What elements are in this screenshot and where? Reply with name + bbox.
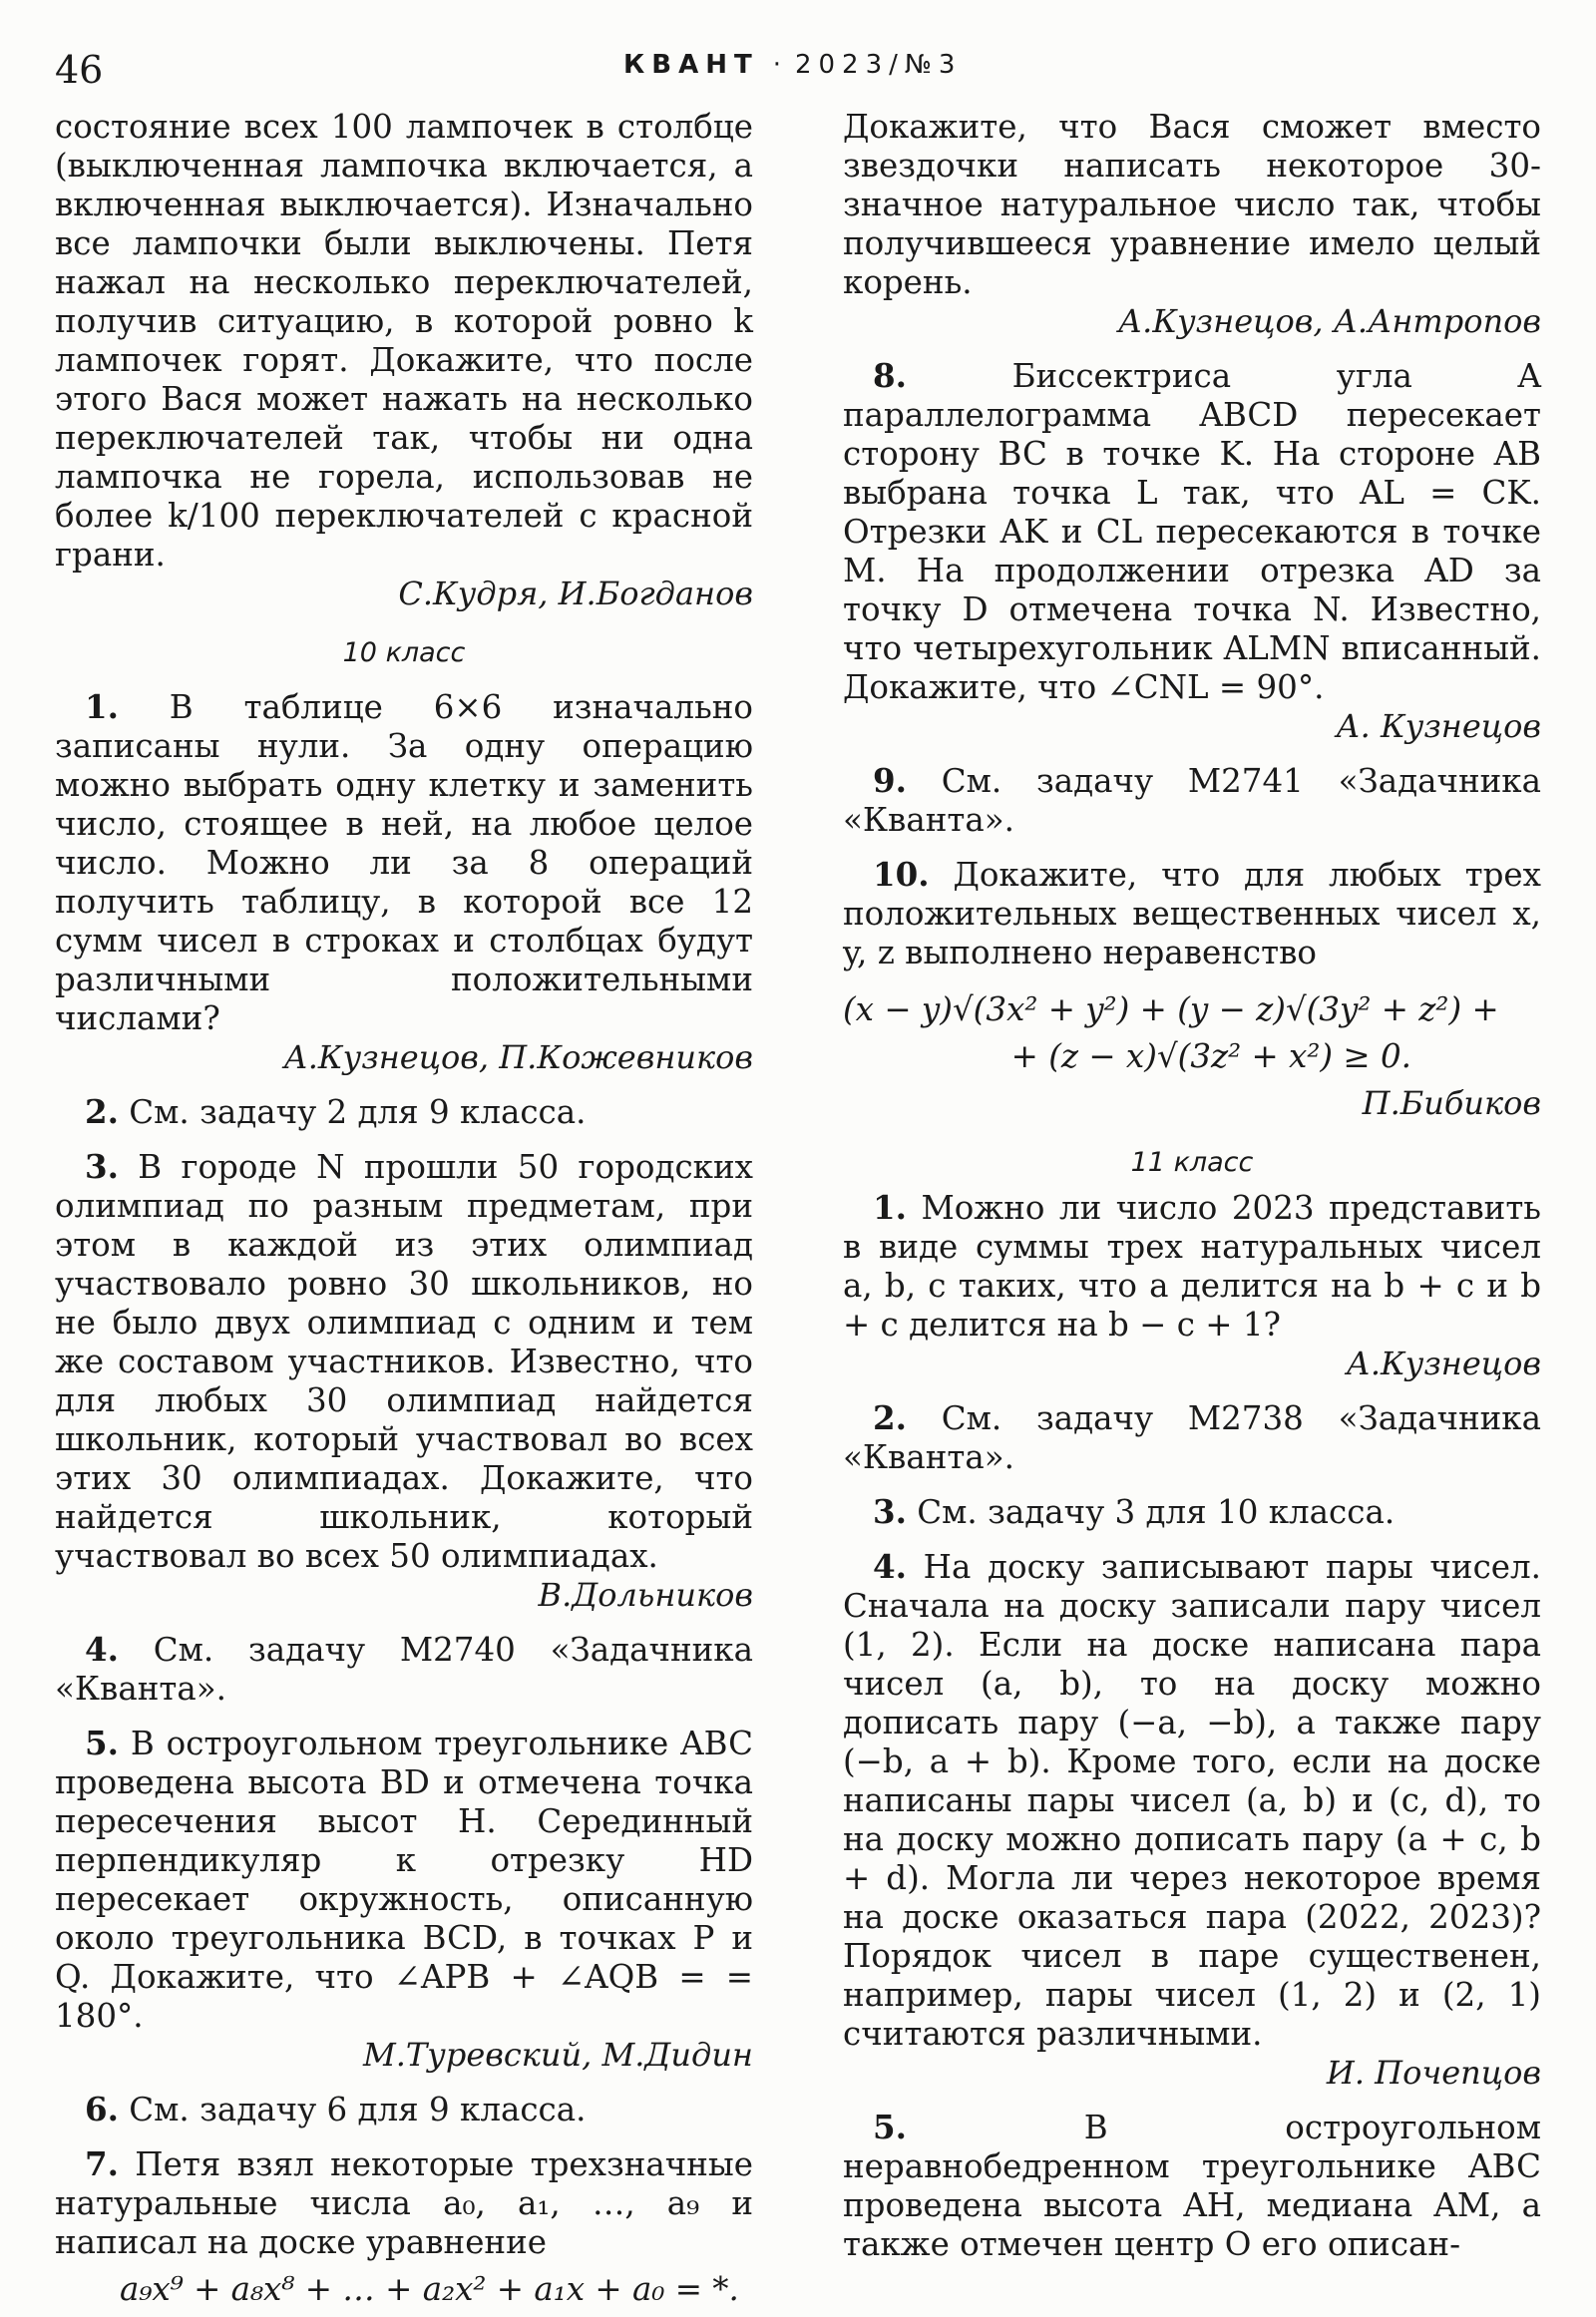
problem-number: 8. — [873, 356, 907, 395]
problem-text: В городе N прошли 50 городских олимпиад по разным предметам, при этом в каждой из этих олимпиад участвовало ровно 30 школьников, но не было двух олимпиад с одним и тем же составом участников. Известно, что для любых 30 олимпиад найдется школьник, который участвовал во всех этих 30 олимпиадах. Докажите, что найдется школьник, который участвовал во всех 50 олимпиадах. — [55, 1148, 753, 1575]
problem-author: А.Кузнецов, А.Антропов — [1117, 302, 1541, 340]
problem-list-11 — [843, 1188, 1541, 2264]
running-head — [623, 50, 962, 80]
class-heading-11: 11 класс — [1130, 1147, 1254, 1178]
problem-number: 1. — [873, 1188, 907, 1227]
problem-number: 9. — [873, 761, 907, 800]
problem-text: См. задачу М2741 «Задачника «Кванта». — [843, 762, 1541, 839]
header-separator: · — [772, 50, 781, 80]
page-number: 46 — [55, 48, 104, 92]
problem-item — [843, 2108, 1541, 2264]
continuation-text: Докажите, что Вася сможет вместо звездочки написать некоторое 30-значное натуральное число так, чтобы получившееся уравнение имело целый корень. — [843, 108, 1541, 301]
problem-item — [55, 1630, 753, 1709]
left-column — [55, 108, 753, 2317]
problem-text: Биссектриса угла A параллелограмма ABCD пересекает сторону BC в точке K. На стороне AB выбрана точка L так, что AL = CK. Отрезки AK и CL пересекаются в точке M. На продолжении отрезка AD за точку D отмечена точка N. Известно, что четырехугольник ALMN вписанный. Докажите, что ∠CNL = 90°. — [843, 357, 1541, 706]
problem-number: 2. — [873, 1398, 907, 1437]
problem-author: А.Кузнецов — [1346, 1345, 1541, 1382]
issue-number: 2023/№3 — [794, 50, 963, 80]
problem-item — [55, 687, 753, 1038]
problem-author: А. Кузнецов — [1336, 707, 1541, 745]
problem-text: Петя взял некоторые трехзначные натуральные числа a₀, a₁, …, a₉ и написал на доске уравнение — [55, 2145, 753, 2261]
right-column — [843, 108, 1541, 2264]
continuation-text: состояние всех 100 лампочек в столбце (выключенная лампочка включается, а включенная выключается). Изначально все лампочки были выключены. Петя нажал на несколько переключателей, получив ситуацию, в которой ровно k лампочек горят. Докажите, что после этого Вася может нажать на несколько переключателей так, чтобы ни одна лампочка не горела, использовав не более k/100 переключателей с красной грани. — [55, 108, 753, 574]
problem-number: 3. — [873, 1492, 907, 1531]
problem-text: В остроугольном треугольнике ABC проведена высота BD и отмечена точка пересечения высот H. Серединный перпендикуляр к отрезку HD пересекает окружность, описанную около треугольника BCD, в точках P и Q. Докажите, что ∠APB + ∠AQB = = 180°. — [55, 1725, 753, 2035]
problem-author: В.Дольников — [538, 1576, 753, 1614]
problem-item — [843, 1188, 1541, 1345]
problem-text: См. задачу 2 для 9 класса. — [129, 1093, 587, 1131]
problem-author: М.Туревский, М.Дидин — [362, 2036, 753, 2074]
problem-number: 4. — [85, 1630, 119, 1669]
page-header — [55, 48, 1541, 98]
problem-text: На доску записывают пары чисел. Сначала на доску записали пару чисел (1, 2). Если на доске написана пара чисел (a, b), то на доску можно дописать пару (−a, −b), а также пару (−b, a + b). Кроме того, если на доске написаны пары чисел (a, b) и (c, d), то на доску можно дописать пару (a + c, b + d). Могла ли через некоторое время на доске оказаться пара (2022, 2023)? Порядок чисел в паре существенен, например, пары чисел (1, 2) и (2, 1) считаются различными. — [843, 1548, 1541, 2053]
problem-item — [843, 1492, 1541, 1532]
problem-text: Докажите, что для любых трех положительных вещественных чисел x, y, z выполнено неравенство — [843, 856, 1541, 971]
problem-text: См. задачу 3 для 10 класса. — [917, 1493, 1396, 1531]
problem-item — [843, 855, 1541, 972]
problem-item — [843, 1547, 1541, 2054]
problem-author: П.Бибиков — [1362, 1084, 1541, 1122]
problem-author: И. Почепцов — [1326, 2054, 1541, 2092]
problem-item — [55, 1092, 753, 1132]
problem-number: 10. — [873, 855, 930, 894]
problem-number: 3. — [85, 1147, 119, 1186]
problem-number: 7. — [85, 2144, 119, 2183]
problem-number: 4. — [873, 1547, 907, 1586]
problem-item — [55, 1724, 753, 2036]
problem-text: См. задачу 6 для 9 класса. — [129, 2091, 587, 2128]
problem-text: См. задачу М2738 «Задачника «Кванта». — [843, 1399, 1541, 1476]
problem-item — [843, 761, 1541, 840]
class-heading-10: 10 класс — [342, 637, 466, 668]
problem-list-10 — [55, 687, 753, 2262]
inequality-line-2: + (z − x)√(3z² + x²) ≥ 0. — [1010, 1037, 1411, 1075]
problem-author: А.Кузнецов, П.Кожевников — [283, 1038, 753, 1076]
problem-text: В таблице 6×6 изначально записаны нули. За одну операцию можно выбрать одну клетку и заменить число, стоящее в ней, на любое целое число. Можно ли за 8 операций получить таблицу, в которой все 12 сумм чисел в строках и столбцах будут различными положительными числами? — [55, 688, 753, 1037]
problem-item — [843, 1398, 1541, 1477]
problem-text: В остроугольном неравнобедренном треугольнике ABC проведена высота AH, медиана AM, а также отмечен центр O его описан- — [843, 2109, 1541, 2263]
problem-number: 1. — [85, 687, 119, 726]
problem-author: С.Кудря, И.Богданов — [398, 575, 753, 612]
equation: a₉x⁹ + a₈x⁸ + … + a₂x² + a₁x + a₀ = *. — [120, 2270, 739, 2308]
inequality-line-1: (x − y)√(3x² + y²) + (y − z)√(3y² + z²) + — [843, 990, 1499, 1028]
problem-item — [55, 1147, 753, 1576]
problem-item — [843, 356, 1541, 707]
problem-item — [55, 2090, 753, 2129]
problem-number: 6. — [85, 2090, 119, 2128]
problem-number: 5. — [873, 2108, 907, 2146]
problem-list-10-cont — [843, 356, 1541, 972]
problem-number: 2. — [85, 1092, 119, 1131]
magazine-title: КВАНТ — [623, 50, 759, 80]
problem-text: Можно ли число 2023 представить в виде суммы трех натуральных чисел a, b, c таких, что a делится на b + c и b + c делится на b − c + 1? — [843, 1189, 1541, 1344]
problem-text: См. задачу М2740 «Задачника «Кванта». — [55, 1631, 753, 1708]
problem-number: 5. — [85, 1724, 119, 1762]
problem-item — [55, 2144, 753, 2262]
